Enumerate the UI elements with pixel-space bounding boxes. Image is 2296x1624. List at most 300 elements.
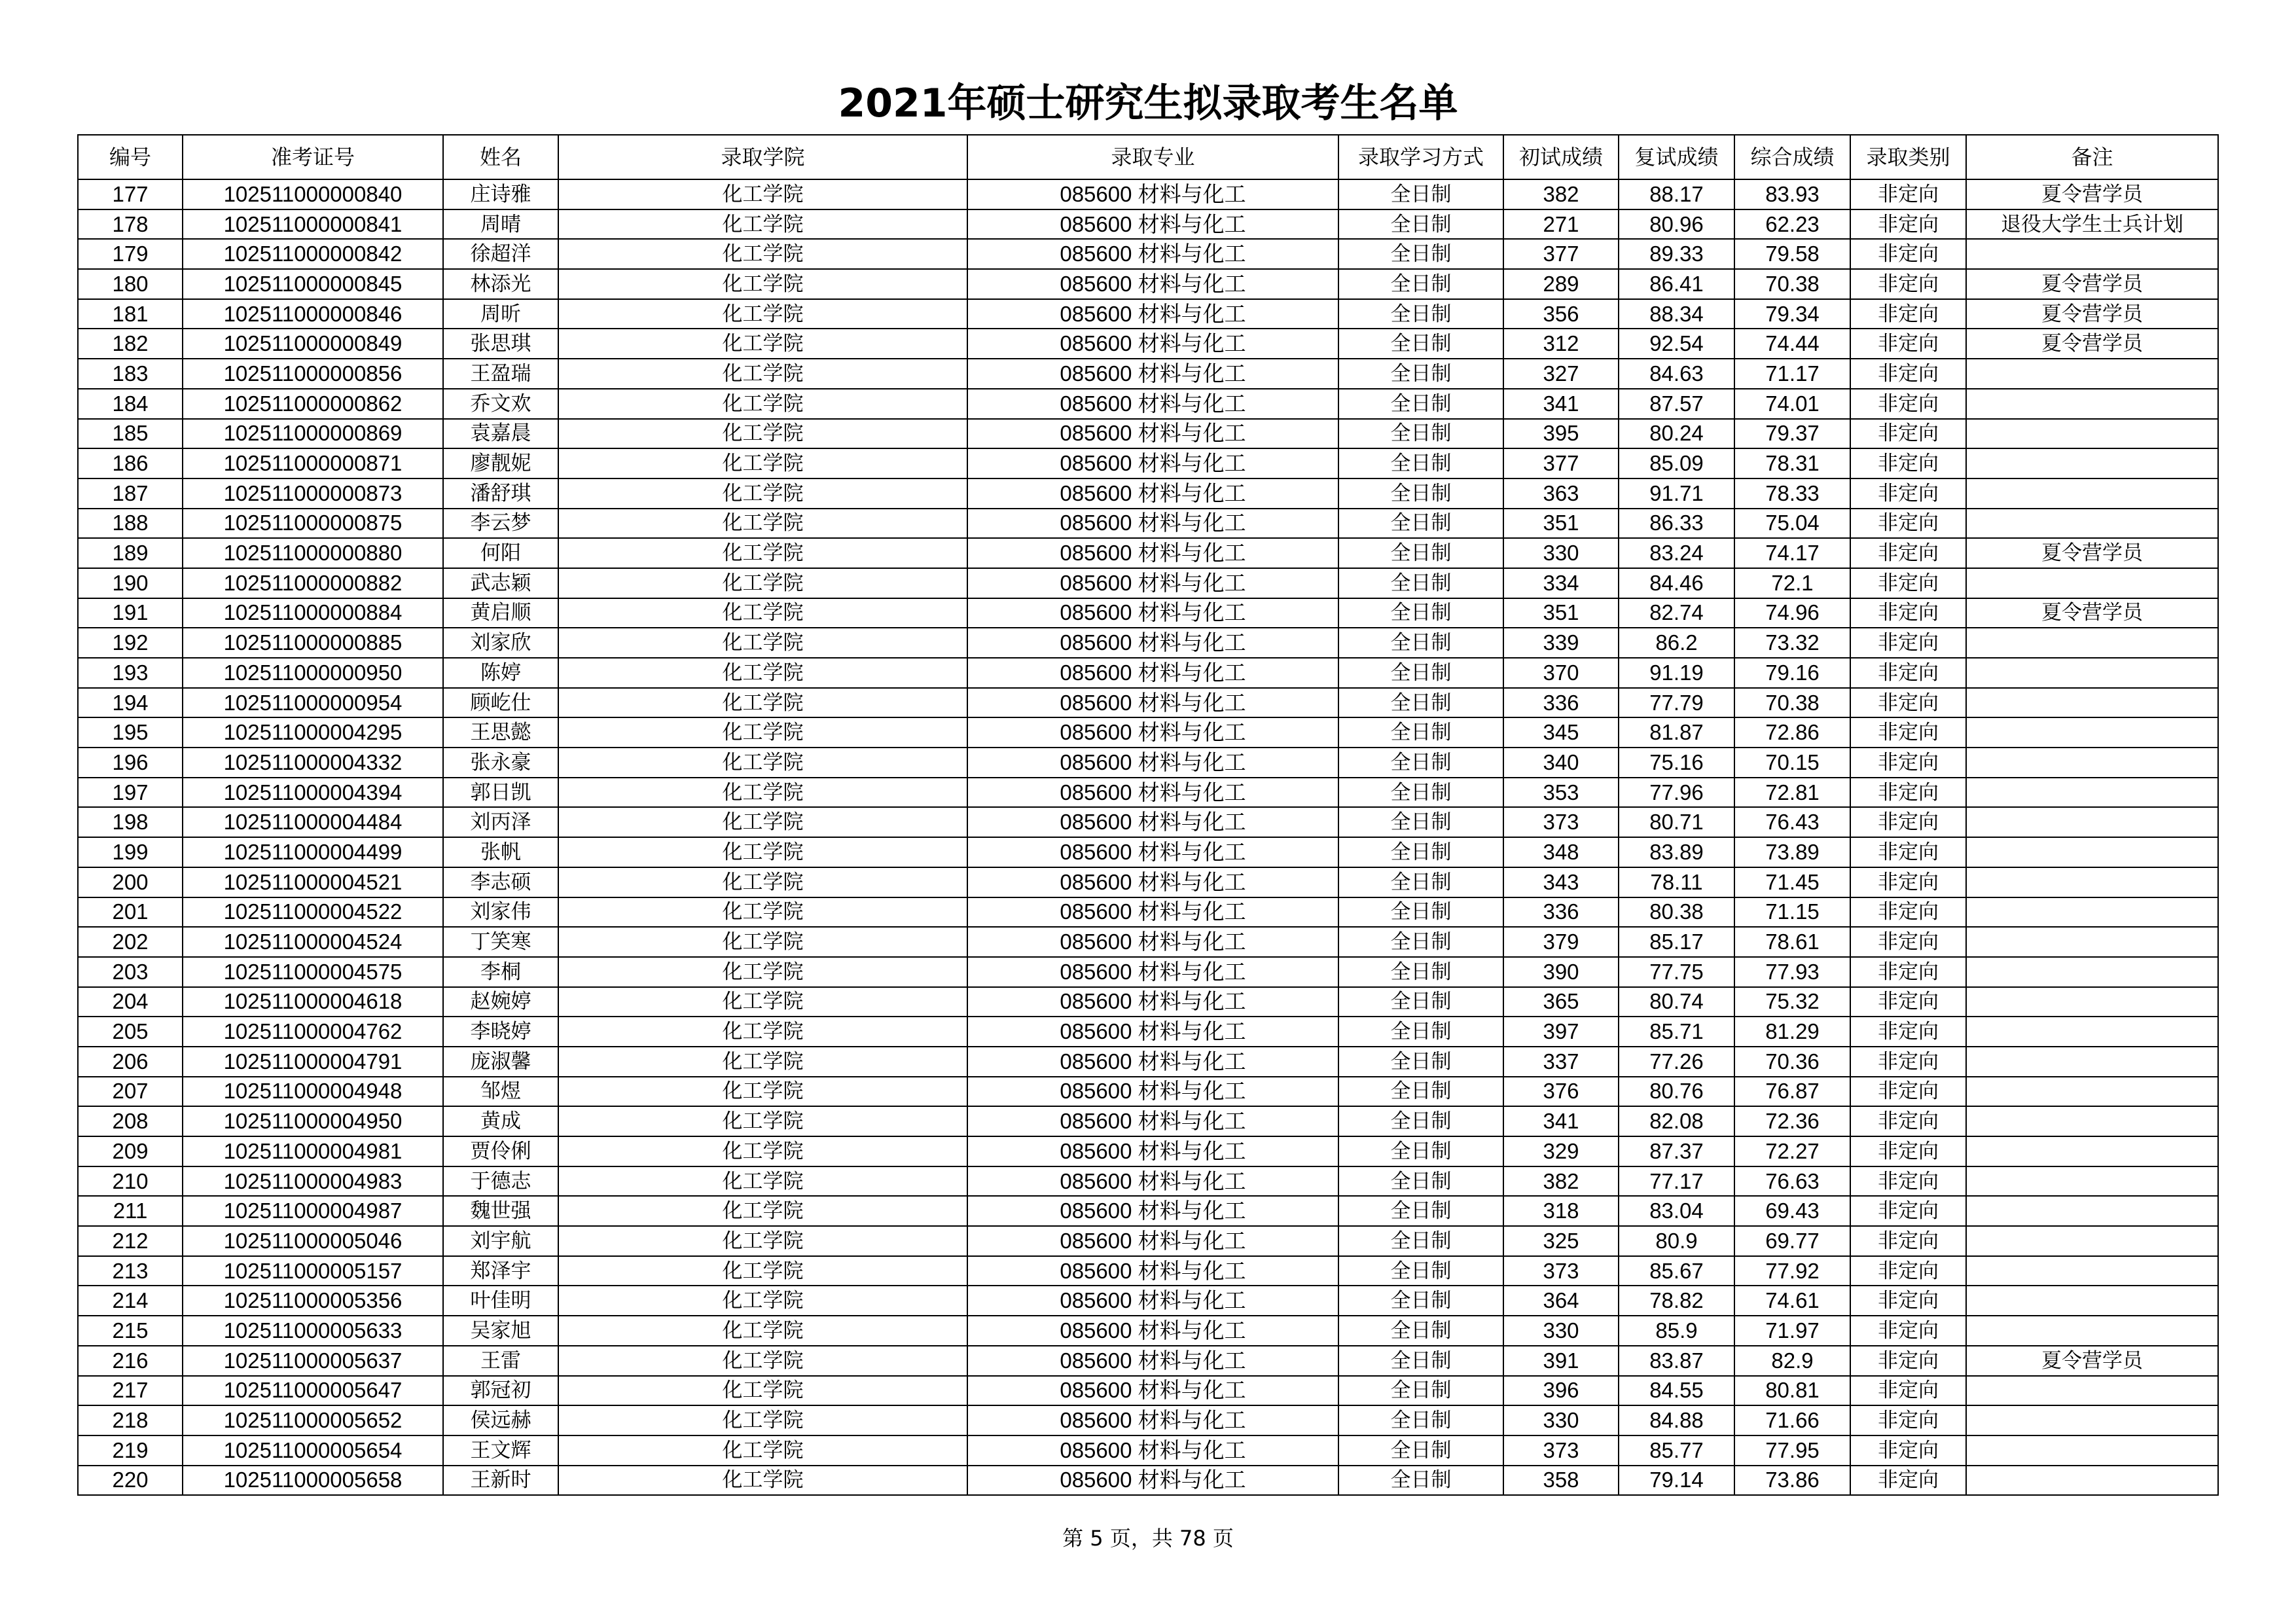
study-mode-cell: 全日制 bbox=[1338, 329, 1503, 359]
major-cell: 085600 材料与化工 bbox=[967, 1286, 1338, 1316]
row-number-cell: 204 bbox=[78, 987, 183, 1017]
prelim-score-cell: 376 bbox=[1503, 1077, 1619, 1107]
college-cell: 化工学院 bbox=[558, 837, 967, 867]
college-cell: 化工学院 bbox=[558, 1017, 967, 1047]
admission-type-cell: 非定向 bbox=[1850, 598, 1966, 628]
admission-type-cell: 非定向 bbox=[1850, 897, 1966, 928]
row-number-cell: 201 bbox=[78, 897, 183, 928]
retest-score-cell: 83.89 bbox=[1619, 837, 1734, 867]
student-name-cell: 潘舒琪 bbox=[443, 478, 558, 509]
total-score-cell: 71.66 bbox=[1734, 1405, 1850, 1435]
total-score-cell: 62.23 bbox=[1734, 209, 1850, 240]
prelim-score-cell: 336 bbox=[1503, 688, 1619, 718]
remark-cell: 夏令营学员 bbox=[1966, 598, 2218, 628]
row-number-cell: 207 bbox=[78, 1077, 183, 1107]
student-name-cell: 林添光 bbox=[443, 269, 558, 299]
student-name-cell: 李志硕 bbox=[443, 867, 558, 897]
student-name-cell: 王盈瑞 bbox=[443, 359, 558, 389]
retest-score-cell: 80.24 bbox=[1619, 419, 1734, 449]
major-cell: 085600 材料与化工 bbox=[967, 987, 1338, 1017]
prelim-score-cell: 365 bbox=[1503, 987, 1619, 1017]
admission-type-cell: 非定向 bbox=[1850, 1077, 1966, 1107]
college-cell: 化工学院 bbox=[558, 269, 967, 299]
retest-score-cell: 87.37 bbox=[1619, 1136, 1734, 1166]
major-cell: 085600 材料与化工 bbox=[967, 957, 1338, 987]
major-cell: 085600 材料与化工 bbox=[967, 239, 1338, 269]
remark-cell: 夏令营学员 bbox=[1966, 179, 2218, 209]
table-row bbox=[78, 389, 2218, 419]
table-row bbox=[78, 598, 2218, 628]
retest-score-cell: 85.09 bbox=[1619, 448, 1734, 478]
row-number-cell: 184 bbox=[78, 389, 183, 419]
column-header: 姓名 bbox=[443, 135, 558, 179]
table-row bbox=[78, 1346, 2218, 1376]
remark-cell bbox=[1966, 1106, 2218, 1136]
prelim-score-cell: 334 bbox=[1503, 568, 1619, 598]
prelim-score-cell: 327 bbox=[1503, 359, 1619, 389]
study-mode-cell: 全日制 bbox=[1338, 269, 1503, 299]
prelim-score-cell: 341 bbox=[1503, 1106, 1619, 1136]
total-score-cell: 69.77 bbox=[1734, 1226, 1850, 1256]
total-score-cell: 70.38 bbox=[1734, 688, 1850, 718]
prelim-score-cell: 382 bbox=[1503, 1166, 1619, 1197]
column-header: 录取学院 bbox=[558, 135, 967, 179]
retest-score-cell: 80.9 bbox=[1619, 1226, 1734, 1256]
retest-score-cell: 77.79 bbox=[1619, 688, 1734, 718]
table-row bbox=[78, 1466, 2218, 1496]
exam-id-cell: 102511000005637 bbox=[183, 1346, 443, 1376]
retest-score-cell: 84.55 bbox=[1619, 1376, 1734, 1406]
row-number-cell: 215 bbox=[78, 1316, 183, 1346]
row-number-cell: 199 bbox=[78, 837, 183, 867]
student-name-cell: 王雷 bbox=[443, 1346, 558, 1376]
table-row bbox=[78, 419, 2218, 449]
student-name-cell: 李云梦 bbox=[443, 509, 558, 539]
study-mode-cell: 全日制 bbox=[1338, 1466, 1503, 1496]
college-cell: 化工学院 bbox=[558, 1466, 967, 1496]
student-name-cell: 乔文欢 bbox=[443, 389, 558, 419]
exam-id-cell: 102511000005157 bbox=[183, 1256, 443, 1286]
exam-id-cell: 102511000000871 bbox=[183, 448, 443, 478]
retest-score-cell: 85.9 bbox=[1619, 1316, 1734, 1346]
college-cell: 化工学院 bbox=[558, 478, 967, 509]
retest-score-cell: 80.71 bbox=[1619, 807, 1734, 837]
study-mode-cell: 全日制 bbox=[1338, 389, 1503, 419]
table-row bbox=[78, 1196, 2218, 1226]
total-score-cell: 70.15 bbox=[1734, 748, 1850, 778]
college-cell: 化工学院 bbox=[558, 1376, 967, 1406]
admission-type-cell: 非定向 bbox=[1850, 927, 1966, 957]
table-row bbox=[78, 807, 2218, 837]
total-score-cell: 79.37 bbox=[1734, 419, 1850, 449]
major-cell: 085600 材料与化工 bbox=[967, 628, 1338, 658]
remark-cell: 夏令营学员 bbox=[1966, 1346, 2218, 1376]
exam-id-cell: 102511000004981 bbox=[183, 1136, 443, 1166]
remark-cell bbox=[1966, 867, 2218, 897]
exam-id-cell: 102511000000882 bbox=[183, 568, 443, 598]
table-row bbox=[78, 867, 2218, 897]
college-cell: 化工学院 bbox=[558, 1166, 967, 1197]
major-cell: 085600 材料与化工 bbox=[967, 209, 1338, 240]
remark-cell bbox=[1966, 658, 2218, 688]
prelim-score-cell: 353 bbox=[1503, 778, 1619, 808]
college-cell: 化工学院 bbox=[558, 717, 967, 748]
exam-id-cell: 102511000005647 bbox=[183, 1376, 443, 1406]
prelim-score-cell: 373 bbox=[1503, 1435, 1619, 1466]
college-cell: 化工学院 bbox=[558, 509, 967, 539]
retest-score-cell: 85.71 bbox=[1619, 1017, 1734, 1047]
major-cell: 085600 材料与化工 bbox=[967, 1376, 1338, 1406]
college-cell: 化工学院 bbox=[558, 748, 967, 778]
prelim-score-cell: 339 bbox=[1503, 628, 1619, 658]
total-score-cell: 79.34 bbox=[1734, 299, 1850, 329]
total-score-cell: 72.27 bbox=[1734, 1136, 1850, 1166]
exam-id-cell: 102511000005356 bbox=[183, 1286, 443, 1316]
table-row bbox=[78, 448, 2218, 478]
prelim-score-cell: 325 bbox=[1503, 1226, 1619, 1256]
major-cell: 085600 材料与化工 bbox=[967, 179, 1338, 209]
study-mode-cell: 全日制 bbox=[1338, 179, 1503, 209]
retest-score-cell: 75.16 bbox=[1619, 748, 1734, 778]
column-header: 初试成绩 bbox=[1503, 135, 1619, 179]
total-score-cell: 77.92 bbox=[1734, 1256, 1850, 1286]
college-cell: 化工学院 bbox=[558, 897, 967, 928]
column-header: 录取类别 bbox=[1850, 135, 1966, 179]
major-cell: 085600 材料与化工 bbox=[967, 748, 1338, 778]
retest-score-cell: 77.17 bbox=[1619, 1166, 1734, 1197]
student-name-cell: 王文辉 bbox=[443, 1435, 558, 1466]
table-body bbox=[78, 179, 2218, 1495]
total-score-cell: 70.36 bbox=[1734, 1047, 1850, 1077]
retest-score-cell: 84.88 bbox=[1619, 1405, 1734, 1435]
row-number-cell: 179 bbox=[78, 239, 183, 269]
admission-type-cell: 非定向 bbox=[1850, 867, 1966, 897]
prelim-score-cell: 390 bbox=[1503, 957, 1619, 987]
remark-cell: 夏令营学员 bbox=[1966, 538, 2218, 568]
row-number-cell: 192 bbox=[78, 628, 183, 658]
table-header-row bbox=[78, 135, 2218, 179]
major-cell: 085600 材料与化工 bbox=[967, 1466, 1338, 1496]
college-cell: 化工学院 bbox=[558, 807, 967, 837]
retest-score-cell: 91.71 bbox=[1619, 478, 1734, 509]
page-title: 2021年硕士研究生拟录取考生名单 bbox=[838, 81, 1458, 126]
study-mode-cell: 全日制 bbox=[1338, 1346, 1503, 1376]
major-cell: 085600 材料与化工 bbox=[967, 778, 1338, 808]
exam-id-cell: 102511000004983 bbox=[183, 1166, 443, 1197]
student-name-cell: 贾伶俐 bbox=[443, 1136, 558, 1166]
retest-score-cell: 80.76 bbox=[1619, 1077, 1734, 1107]
prelim-score-cell: 271 bbox=[1503, 209, 1619, 240]
study-mode-cell: 全日制 bbox=[1338, 239, 1503, 269]
student-name-cell: 张帆 bbox=[443, 837, 558, 867]
student-name-cell: 顾屹仕 bbox=[443, 688, 558, 718]
major-cell: 085600 材料与化工 bbox=[967, 269, 1338, 299]
admission-type-cell: 非定向 bbox=[1850, 1346, 1966, 1376]
prelim-score-cell: 351 bbox=[1503, 598, 1619, 628]
student-name-cell: 周晴 bbox=[443, 209, 558, 240]
admission-type-cell: 非定向 bbox=[1850, 1405, 1966, 1435]
study-mode-cell: 全日制 bbox=[1338, 1077, 1503, 1107]
student-name-cell: 王新时 bbox=[443, 1466, 558, 1496]
study-mode-cell: 全日制 bbox=[1338, 509, 1503, 539]
retest-score-cell: 81.87 bbox=[1619, 717, 1734, 748]
college-cell: 化工学院 bbox=[558, 389, 967, 419]
retest-score-cell: 83.04 bbox=[1619, 1196, 1734, 1226]
student-name-cell: 刘家伟 bbox=[443, 897, 558, 928]
retest-score-cell: 84.63 bbox=[1619, 359, 1734, 389]
major-cell: 085600 材料与化工 bbox=[967, 538, 1338, 568]
college-cell: 化工学院 bbox=[558, 1226, 967, 1256]
study-mode-cell: 全日制 bbox=[1338, 1435, 1503, 1466]
prelim-score-cell: 336 bbox=[1503, 897, 1619, 928]
exam-id-cell: 102511000000845 bbox=[183, 269, 443, 299]
exam-id-cell: 102511000004521 bbox=[183, 867, 443, 897]
table-row bbox=[78, 179, 2218, 209]
total-score-cell: 82.9 bbox=[1734, 1346, 1850, 1376]
total-score-cell: 74.01 bbox=[1734, 389, 1850, 419]
prelim-score-cell: 312 bbox=[1503, 329, 1619, 359]
table-row bbox=[78, 897, 2218, 928]
student-name-cell: 丁笑寒 bbox=[443, 927, 558, 957]
row-number-cell: 183 bbox=[78, 359, 183, 389]
row-number-cell: 194 bbox=[78, 688, 183, 718]
major-cell: 085600 材料与化工 bbox=[967, 717, 1338, 748]
study-mode-cell: 全日制 bbox=[1338, 299, 1503, 329]
total-score-cell: 71.15 bbox=[1734, 897, 1850, 928]
admission-type-cell: 非定向 bbox=[1850, 1435, 1966, 1466]
exam-id-cell: 102511000004618 bbox=[183, 987, 443, 1017]
major-cell: 085600 材料与化工 bbox=[967, 1256, 1338, 1286]
table-row bbox=[78, 837, 2218, 867]
exam-id-cell: 102511000000856 bbox=[183, 359, 443, 389]
remark-cell bbox=[1966, 239, 2218, 269]
row-number-cell: 195 bbox=[78, 717, 183, 748]
student-name-cell: 李桐 bbox=[443, 957, 558, 987]
exam-id-cell: 102511000000849 bbox=[183, 329, 443, 359]
table-row bbox=[78, 359, 2218, 389]
exam-id-cell: 102511000004575 bbox=[183, 957, 443, 987]
admission-type-cell: 非定向 bbox=[1850, 179, 1966, 209]
admission-type-cell: 非定向 bbox=[1850, 1256, 1966, 1286]
row-number-cell: 196 bbox=[78, 748, 183, 778]
total-score-cell: 76.43 bbox=[1734, 807, 1850, 837]
total-score-cell: 73.86 bbox=[1734, 1466, 1850, 1496]
row-number-cell: 191 bbox=[78, 598, 183, 628]
remark-cell: 夏令营学员 bbox=[1966, 299, 2218, 329]
retest-score-cell: 83.87 bbox=[1619, 1346, 1734, 1376]
prelim-score-cell: 395 bbox=[1503, 419, 1619, 449]
remark-cell bbox=[1966, 1226, 2218, 1256]
college-cell: 化工学院 bbox=[558, 419, 967, 449]
college-cell: 化工学院 bbox=[558, 1286, 967, 1316]
remark-cell bbox=[1966, 1376, 2218, 1406]
table-row bbox=[78, 987, 2218, 1017]
college-cell: 化工学院 bbox=[558, 1047, 967, 1077]
total-score-cell: 78.33 bbox=[1734, 478, 1850, 509]
table-row bbox=[78, 1435, 2218, 1466]
admission-type-cell: 非定向 bbox=[1850, 389, 1966, 419]
major-cell: 085600 材料与化工 bbox=[967, 688, 1338, 718]
column-header: 准考证号 bbox=[183, 135, 443, 179]
prelim-score-cell: 379 bbox=[1503, 927, 1619, 957]
retest-score-cell: 92.54 bbox=[1619, 329, 1734, 359]
student-name-cell: 邹煜 bbox=[443, 1077, 558, 1107]
remark-cell bbox=[1966, 1435, 2218, 1466]
major-cell: 085600 材料与化工 bbox=[967, 867, 1338, 897]
remark-cell bbox=[1966, 778, 2218, 808]
major-cell: 085600 材料与化工 bbox=[967, 1136, 1338, 1166]
admission-type-cell: 非定向 bbox=[1850, 628, 1966, 658]
remark-cell bbox=[1966, 448, 2218, 478]
admission-type-cell: 非定向 bbox=[1850, 1106, 1966, 1136]
total-score-cell: 81.29 bbox=[1734, 1017, 1850, 1047]
exam-id-cell: 102511000004987 bbox=[183, 1196, 443, 1226]
study-mode-cell: 全日制 bbox=[1338, 568, 1503, 598]
admission-type-cell: 非定向 bbox=[1850, 1166, 1966, 1197]
exam-id-cell: 102511000000885 bbox=[183, 628, 443, 658]
table-row bbox=[78, 717, 2218, 748]
row-number-cell: 188 bbox=[78, 509, 183, 539]
row-number-cell: 197 bbox=[78, 778, 183, 808]
total-score-cell: 83.93 bbox=[1734, 179, 1850, 209]
remark-cell bbox=[1966, 478, 2218, 509]
major-cell: 085600 材料与化工 bbox=[967, 568, 1338, 598]
major-cell: 085600 材料与化工 bbox=[967, 478, 1338, 509]
student-name-cell: 郭日凯 bbox=[443, 778, 558, 808]
admission-type-cell: 非定向 bbox=[1850, 538, 1966, 568]
college-cell: 化工学院 bbox=[558, 778, 967, 808]
prelim-score-cell: 330 bbox=[1503, 538, 1619, 568]
column-header: 备注 bbox=[1966, 135, 2218, 179]
college-cell: 化工学院 bbox=[558, 598, 967, 628]
retest-score-cell: 84.46 bbox=[1619, 568, 1734, 598]
total-score-cell: 72.36 bbox=[1734, 1106, 1850, 1136]
major-cell: 085600 材料与化工 bbox=[967, 509, 1338, 539]
college-cell: 化工学院 bbox=[558, 568, 967, 598]
study-mode-cell: 全日制 bbox=[1338, 1286, 1503, 1316]
row-number-cell: 209 bbox=[78, 1136, 183, 1166]
table-row bbox=[78, 688, 2218, 718]
admission-type-cell: 非定向 bbox=[1850, 1017, 1966, 1047]
row-number-cell: 198 bbox=[78, 807, 183, 837]
retest-score-cell: 77.26 bbox=[1619, 1047, 1734, 1077]
retest-score-cell: 79.14 bbox=[1619, 1466, 1734, 1496]
remark-cell bbox=[1966, 927, 2218, 957]
study-mode-cell: 全日制 bbox=[1338, 538, 1503, 568]
retest-score-cell: 87.57 bbox=[1619, 389, 1734, 419]
study-mode-cell: 全日制 bbox=[1338, 1256, 1503, 1286]
college-cell: 化工学院 bbox=[558, 1106, 967, 1136]
prelim-score-cell: 364 bbox=[1503, 1286, 1619, 1316]
row-number-cell: 220 bbox=[78, 1466, 183, 1496]
student-name-cell: 黄成 bbox=[443, 1106, 558, 1136]
college-cell: 化工学院 bbox=[558, 1256, 967, 1286]
prelim-score-cell: 329 bbox=[1503, 1136, 1619, 1166]
college-cell: 化工学院 bbox=[558, 987, 967, 1017]
major-cell: 085600 材料与化工 bbox=[967, 807, 1338, 837]
prelim-score-cell: 373 bbox=[1503, 807, 1619, 837]
column-header: 综合成绩 bbox=[1734, 135, 1850, 179]
total-score-cell: 74.96 bbox=[1734, 598, 1850, 628]
remark-cell bbox=[1966, 419, 2218, 449]
table-row bbox=[78, 1047, 2218, 1077]
admission-type-cell: 非定向 bbox=[1850, 807, 1966, 837]
remark-cell bbox=[1966, 568, 2218, 598]
table-row bbox=[78, 478, 2218, 509]
admission-type-cell: 非定向 bbox=[1850, 509, 1966, 539]
prelim-score-cell: 396 bbox=[1503, 1376, 1619, 1406]
row-number-cell: 189 bbox=[78, 538, 183, 568]
remark-cell bbox=[1966, 1077, 2218, 1107]
admission-type-cell: 非定向 bbox=[1850, 658, 1966, 688]
remark-cell bbox=[1966, 717, 2218, 748]
admission-type-cell: 非定向 bbox=[1850, 209, 1966, 240]
admission-type-cell: 非定向 bbox=[1850, 987, 1966, 1017]
major-cell: 085600 材料与化工 bbox=[967, 1226, 1338, 1256]
study-mode-cell: 全日制 bbox=[1338, 1166, 1503, 1197]
study-mode-cell: 全日制 bbox=[1338, 1106, 1503, 1136]
exam-id-cell: 102511000005633 bbox=[183, 1316, 443, 1346]
admission-type-cell: 非定向 bbox=[1850, 688, 1966, 718]
prelim-score-cell: 377 bbox=[1503, 239, 1619, 269]
total-score-cell: 76.63 bbox=[1734, 1166, 1850, 1197]
major-cell: 085600 材料与化工 bbox=[967, 389, 1338, 419]
table-row bbox=[78, 778, 2218, 808]
study-mode-cell: 全日制 bbox=[1338, 628, 1503, 658]
admission-type-cell: 非定向 bbox=[1850, 448, 1966, 478]
major-cell: 085600 材料与化工 bbox=[967, 658, 1338, 688]
student-name-cell: 郑泽宇 bbox=[443, 1256, 558, 1286]
prelim-score-cell: 397 bbox=[1503, 1017, 1619, 1047]
student-name-cell: 庞淑馨 bbox=[443, 1047, 558, 1077]
table-row bbox=[78, 1017, 2218, 1047]
college-cell: 化工学院 bbox=[558, 628, 967, 658]
student-name-cell: 李晓婷 bbox=[443, 1017, 558, 1047]
retest-score-cell: 88.17 bbox=[1619, 179, 1734, 209]
page-footer: 第 5 页，共 78 页 bbox=[1062, 1526, 1234, 1551]
row-number-cell: 186 bbox=[78, 448, 183, 478]
college-cell: 化工学院 bbox=[558, 359, 967, 389]
table-row bbox=[78, 568, 2218, 598]
college-cell: 化工学院 bbox=[558, 448, 967, 478]
prelim-score-cell: 337 bbox=[1503, 1047, 1619, 1077]
major-cell: 085600 材料与化工 bbox=[967, 897, 1338, 928]
study-mode-cell: 全日制 bbox=[1338, 717, 1503, 748]
exam-id-cell: 102511000004524 bbox=[183, 927, 443, 957]
total-score-cell: 79.16 bbox=[1734, 658, 1850, 688]
study-mode-cell: 全日制 bbox=[1338, 419, 1503, 449]
row-number-cell: 178 bbox=[78, 209, 183, 240]
admission-type-cell: 非定向 bbox=[1850, 299, 1966, 329]
exam-id-cell: 102511000000875 bbox=[183, 509, 443, 539]
exam-id-cell: 102511000004484 bbox=[183, 807, 443, 837]
admission-type-cell: 非定向 bbox=[1850, 778, 1966, 808]
college-cell: 化工学院 bbox=[558, 1346, 967, 1376]
table-row bbox=[78, 1136, 2218, 1166]
prelim-score-cell: 370 bbox=[1503, 658, 1619, 688]
major-cell: 085600 材料与化工 bbox=[967, 1077, 1338, 1107]
row-number-cell: 213 bbox=[78, 1256, 183, 1286]
exam-id-cell: 102511000000869 bbox=[183, 419, 443, 449]
prelim-score-cell: 345 bbox=[1503, 717, 1619, 748]
remark-cell bbox=[1966, 1017, 2218, 1047]
prelim-score-cell: 318 bbox=[1503, 1196, 1619, 1226]
prelim-score-cell: 343 bbox=[1503, 867, 1619, 897]
admission-table bbox=[77, 134, 2219, 1496]
student-name-cell: 武志颖 bbox=[443, 568, 558, 598]
admission-type-cell: 非定向 bbox=[1850, 1286, 1966, 1316]
student-name-cell: 何阳 bbox=[443, 538, 558, 568]
